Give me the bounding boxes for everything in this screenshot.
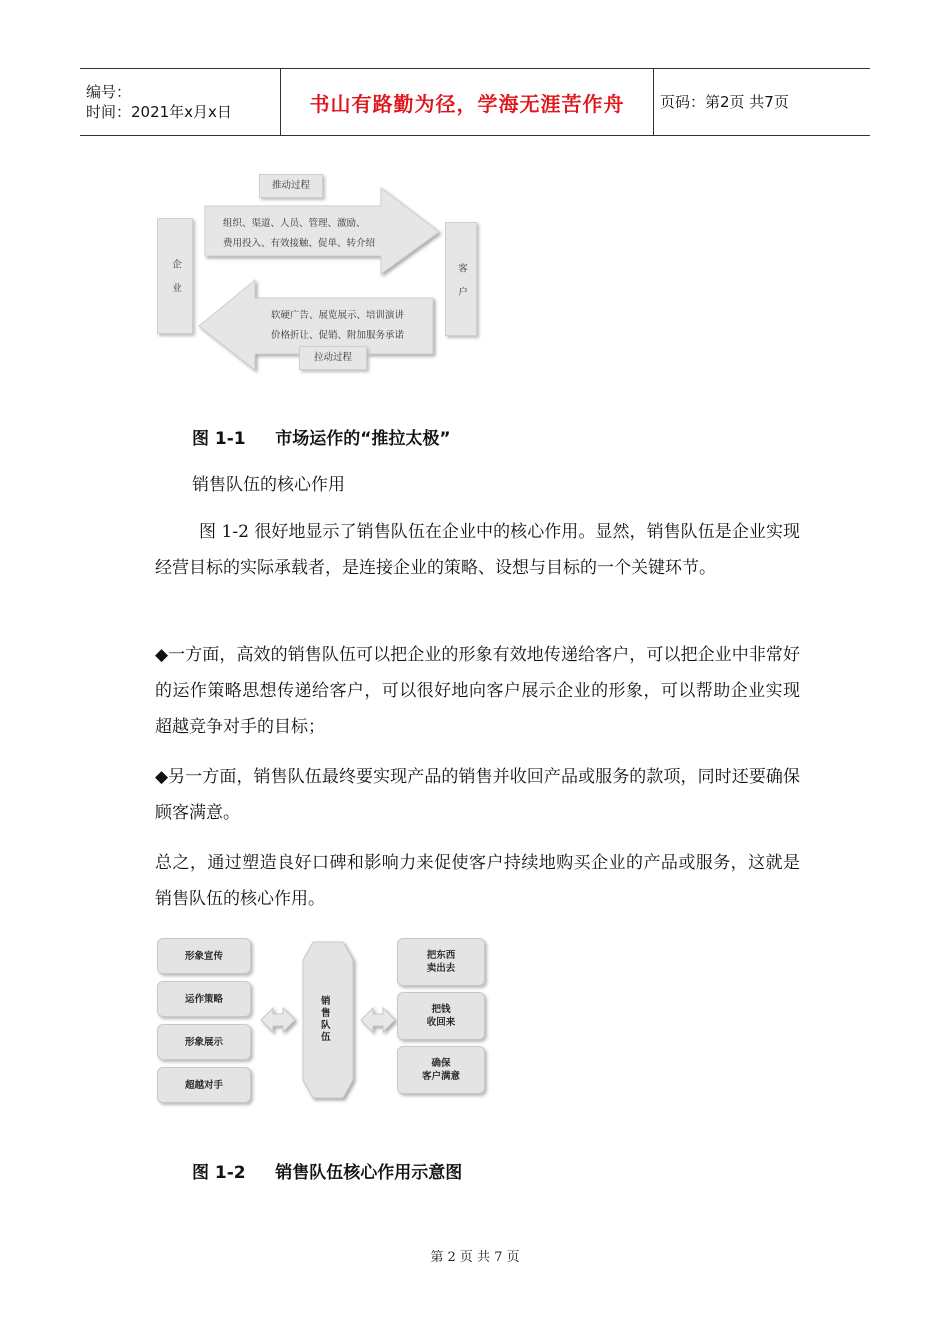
left-item-4: 超越对手	[157, 1067, 251, 1103]
figure-sales-team	[155, 930, 495, 1110]
page-footer: 第 2 页 共 7 页	[430, 1250, 520, 1265]
paragraph-2: ◆一方面，高效的销售队伍可以把企业的形象有效地传递给客户，可以把企业中非常好的运作策略思想传递给客户，可以很好地向客户展示企业的形象，可以帮助企业实现超越竞争对手的目标；	[155, 645, 800, 737]
pull-process-label: 拉动过程	[299, 346, 367, 370]
header-right-cell	[654, 69, 871, 136]
figure1-caption: 图 1-1 市场运作的“推拉太极”	[192, 429, 451, 449]
enterprise-box	[157, 218, 193, 334]
pull-text-line1: 软硬广告、展览展示、培训演讲	[271, 310, 405, 321]
push-text	[223, 214, 375, 254]
push-text-line2: 费用投入、有效接触、促单、转介绍	[223, 238, 376, 249]
document-header	[80, 68, 870, 136]
push-text-line1: 组织、渠道、人员、管理、激励、	[223, 218, 366, 229]
paragraph-4: 总之，通过塑造良好口碑和影响力来促使客户持续地购买企业的产品或服务，这就是销售队伍的核心作用。	[155, 853, 800, 909]
left-item-3: 形象展示	[157, 1024, 251, 1060]
right-item-1: 把东西 卖出去	[397, 938, 485, 986]
customer-box	[445, 222, 477, 336]
left-item-1: 形象宣传	[157, 938, 251, 974]
right-item-3: 确保 客户满意	[397, 1046, 485, 1094]
header-page-info: 页码：第2页 共7页	[660, 93, 789, 111]
header-motto-cell	[281, 69, 654, 136]
customer-label: 客户	[456, 263, 467, 310]
figure2-caption: 图 1-2 销售队伍核心作用示意图	[192, 1163, 463, 1183]
figure-push-pull	[155, 170, 485, 380]
section-title: 销售队伍的核心作用	[192, 475, 345, 495]
left-item-2: 运作策略	[157, 981, 251, 1017]
left-double-arrow	[261, 1008, 295, 1032]
paragraph-3: ◆另一方面，销售队伍最终要实现产品的销售并收回产品或服务的款项，同时还要确保顾客满意。	[155, 767, 800, 823]
push-process-label: 推动过程	[259, 174, 323, 198]
header-time-label: 时间：2021年x月x日	[86, 103, 232, 121]
header-motto: 书山有路勤为径，学海无涯苦作舟	[309, 91, 625, 116]
paragraph-1: 图 1-2 很好地显示了销售队伍在企业中的核心作用。显然，销售队伍是企业实现经营目标的实际承载者，是连接企业的策略、设想与目标的一个关键环节。	[155, 522, 800, 578]
pull-text	[271, 306, 404, 346]
enterprise-label: 企业	[170, 259, 181, 306]
center-label: 销售队伍	[321, 996, 331, 1043]
right-double-arrow	[361, 1008, 395, 1032]
right-item-2: 把钱 收回来	[397, 992, 485, 1040]
header-left-cell	[80, 69, 281, 136]
pull-text-line2: 价格折让、促销、附加服务承诺	[271, 330, 405, 341]
header-number-label: 编号：	[86, 83, 132, 101]
